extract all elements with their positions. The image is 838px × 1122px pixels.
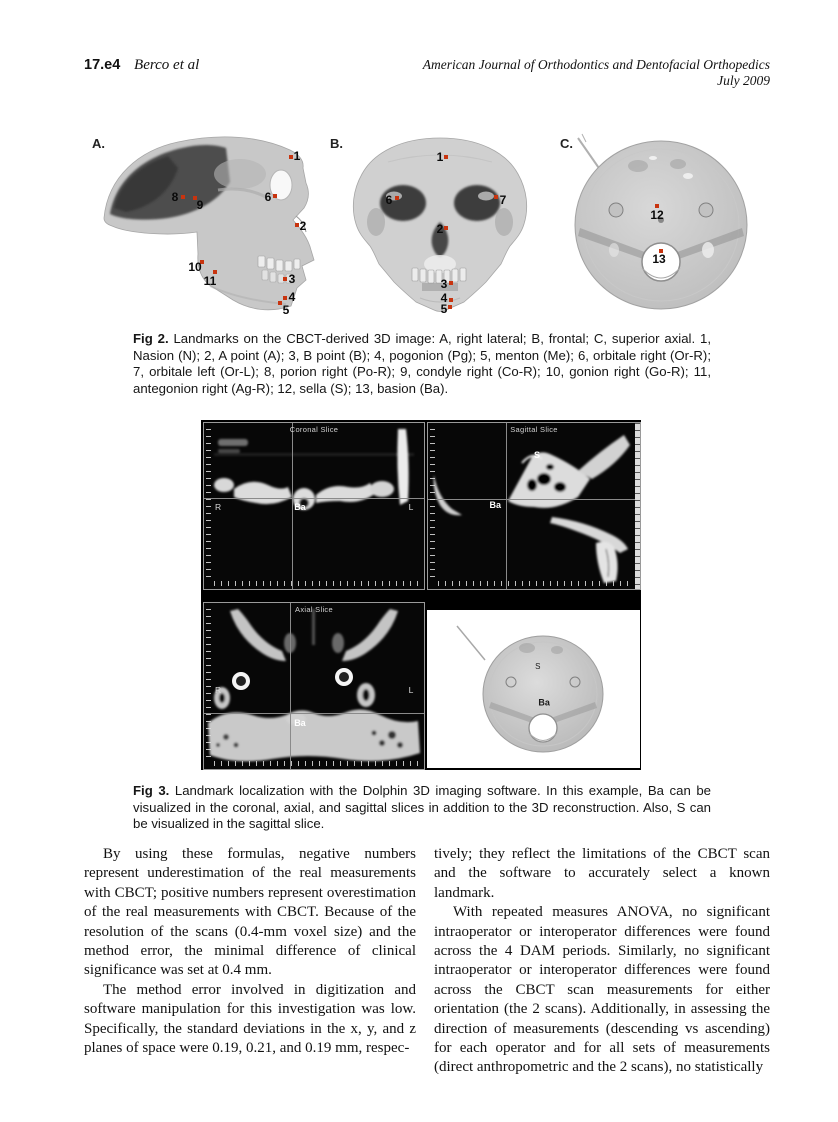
page-number: 17.e4 (84, 57, 121, 73)
landmark-number: 5 (440, 302, 448, 316)
fig2-panel-a (90, 128, 320, 318)
fig2-caption-label: Fig 2. (133, 331, 169, 346)
panel-a-label: A. (92, 136, 105, 151)
journal-title: American Journal of Orthodontics and Dentofacial Orthopedics (422, 57, 770, 72)
running-authors: Berco et al (134, 57, 200, 73)
coronal-slice-viewport (203, 422, 425, 590)
fig3-caption (133, 783, 711, 833)
landmark-dot (448, 305, 452, 309)
landmark-number: 10 (188, 260, 202, 274)
landmark-dot (444, 226, 448, 230)
landmark-dot (494, 195, 498, 199)
figure-3-software-screenshot (201, 420, 641, 770)
landmark-dot (444, 155, 448, 159)
issue-date: July 2009 (717, 73, 770, 88)
sagittal-horizontal-ruler (438, 581, 634, 586)
landmark-dot (395, 196, 399, 200)
coronal-slice-title: Coronal Slice (289, 425, 339, 434)
landmark-number: 11 (203, 274, 217, 288)
3d-reconstruction-image (427, 610, 640, 768)
panel-c-label: C. (560, 136, 573, 151)
axial-ba-label: Ba (294, 718, 306, 729)
body-right-column (434, 845, 770, 1078)
landmark-number: 2 (436, 222, 444, 236)
axial-slice-image (204, 603, 424, 769)
skull-lateral-render (90, 128, 320, 318)
landmark-number: 4 (440, 291, 448, 305)
sagittal-vertical-ruler (430, 429, 435, 577)
fig2-caption-text: Landmarks on the CBCT-derived 3D image: A, right lateral; B, frontal; C, superior axial. 1, Nasion (N); 2, A point (A); 3, B point (B); 4, pogonion (Pg); 5, menton (Me); 6, orbitale right (Or-R); 7, orbitale left (Or-L); 8, porion right (Po-R); 9, condyle right (Co-R); 10, gonion right (Go-R); 11, antegonion right (Ag-R); 12, sella (S); 13, basion (Ba). (133, 331, 711, 396)
fig3-caption-label: Fig 3. (133, 783, 170, 798)
axial-slice-viewport (203, 602, 425, 770)
paragraph: tively; they reflect the limitations of the CBCT scan and the software to accurately select a known landmark. (434, 846, 770, 901)
landmark-number: 9 (196, 198, 204, 212)
landmark-number: 6 (264, 190, 272, 204)
panel-b-label: B. (330, 136, 343, 151)
sagittal-crosshair-horizontal (428, 499, 640, 500)
landmark-number: 12 (650, 208, 664, 222)
landmark-dot (295, 223, 299, 227)
landmark-number: 4 (288, 290, 296, 304)
page-header (84, 57, 770, 89)
landmark-dot (289, 155, 293, 159)
coronal-ba-label: Ba (294, 501, 306, 512)
header-right (423, 57, 770, 89)
3d-ba-label: Ba (538, 697, 550, 708)
landmark-number: 1 (293, 149, 301, 163)
paragraph: The method error involved in digitization and software manipulation for this investigation was low. Specifically, the standard deviations in the x, y, and z planes of space were 0.19, 0.21, and 0.19 mm, respec- (84, 981, 416, 1057)
coronal-slice-image (204, 423, 424, 589)
figure-2 (84, 125, 774, 321)
axial-right-side-label: R (215, 685, 222, 695)
landmark-number: 3 (440, 277, 448, 291)
coronal-crosshair-vertical (292, 423, 293, 589)
landmark-dot (273, 194, 277, 198)
sagittal-slice-viewport (427, 422, 641, 590)
3d-s-label: S (535, 661, 541, 671)
landmark-dot (278, 301, 282, 305)
axial-left-side-label: L (408, 685, 414, 695)
3d-reconstruction-viewport (427, 610, 640, 768)
landmark-number: 3 (288, 272, 296, 286)
fig2-panel-b (328, 128, 552, 318)
axial-crosshair-vertical (290, 603, 291, 769)
axial-vertical-ruler (206, 609, 211, 757)
header-left (84, 57, 199, 74)
landmark-dot (181, 195, 185, 199)
landmark-number: 13 (652, 252, 666, 266)
fig2-panel-c (558, 128, 768, 318)
coronal-horizontal-ruler (214, 581, 418, 586)
landmark-dot (283, 277, 287, 281)
coronal-left-side-label: L (408, 501, 414, 512)
sagittal-right-ruler (635, 423, 640, 589)
coronal-vertical-ruler (206, 429, 211, 577)
landmark-number: 8 (171, 190, 179, 204)
coronal-right-side-label: R (215, 501, 222, 512)
landmark-number: 1 (436, 150, 444, 164)
landmark-number: 6 (385, 193, 393, 207)
axial-horizontal-ruler (214, 761, 418, 766)
landmark-number: 2 (299, 219, 307, 233)
axial-crosshair-horizontal (204, 713, 424, 714)
skull-axial-render (558, 128, 768, 318)
sagittal-crosshair-vertical (506, 423, 507, 589)
sagittal-s-label: S (534, 450, 541, 461)
sagittal-slice-image (428, 423, 640, 589)
axial-slice-title: Axial Slice (295, 605, 333, 614)
paragraph: By using these formulas, negative numbers represent underestimation of the real measurements with CBCT; positive numbers represent overestimation of the real measurements with CBCT. Because of the resolution of the scans (0.4-mm voxel size) and the method error, the minimal difference of clinical significance was set at 0.4 mm. (84, 846, 416, 979)
fig3-caption-text: Landmark localization with the Dolphin 3D imaging software. In this example, Ba can be visualized in the coronal, axial, and sagittal slices in addition to the 3D reconstruction. Also, S can be visualized in the sagittal slice. (133, 783, 711, 831)
landmark-dot (449, 298, 453, 302)
sagittal-ba-label: Ba (489, 500, 501, 511)
coronal-crosshair-horizontal (204, 498, 424, 499)
landmark-number: 5 (282, 303, 290, 317)
paragraph: With repeated measures ANOVA, no significant intraoperator or interoperator differences were found across the 4 DAM periods. Similarly, no significant intraoperator or interoperator differences were found across the CBCT scan measurements for either orientation (the 2 scans). Additionally, in assessing the direction of measurements (descending vs ascending) for each operator and for all sets of measurements (direct anthropometric and the 2 scans), no statistically (434, 904, 770, 1076)
sagittal-slice-title: Sagittal Slice (510, 425, 558, 434)
fig2-caption (133, 331, 711, 397)
landmark-number: 7 (499, 193, 507, 207)
body-left-column (84, 845, 416, 1058)
landmark-dot (449, 281, 453, 285)
landmark-dot (283, 296, 287, 300)
